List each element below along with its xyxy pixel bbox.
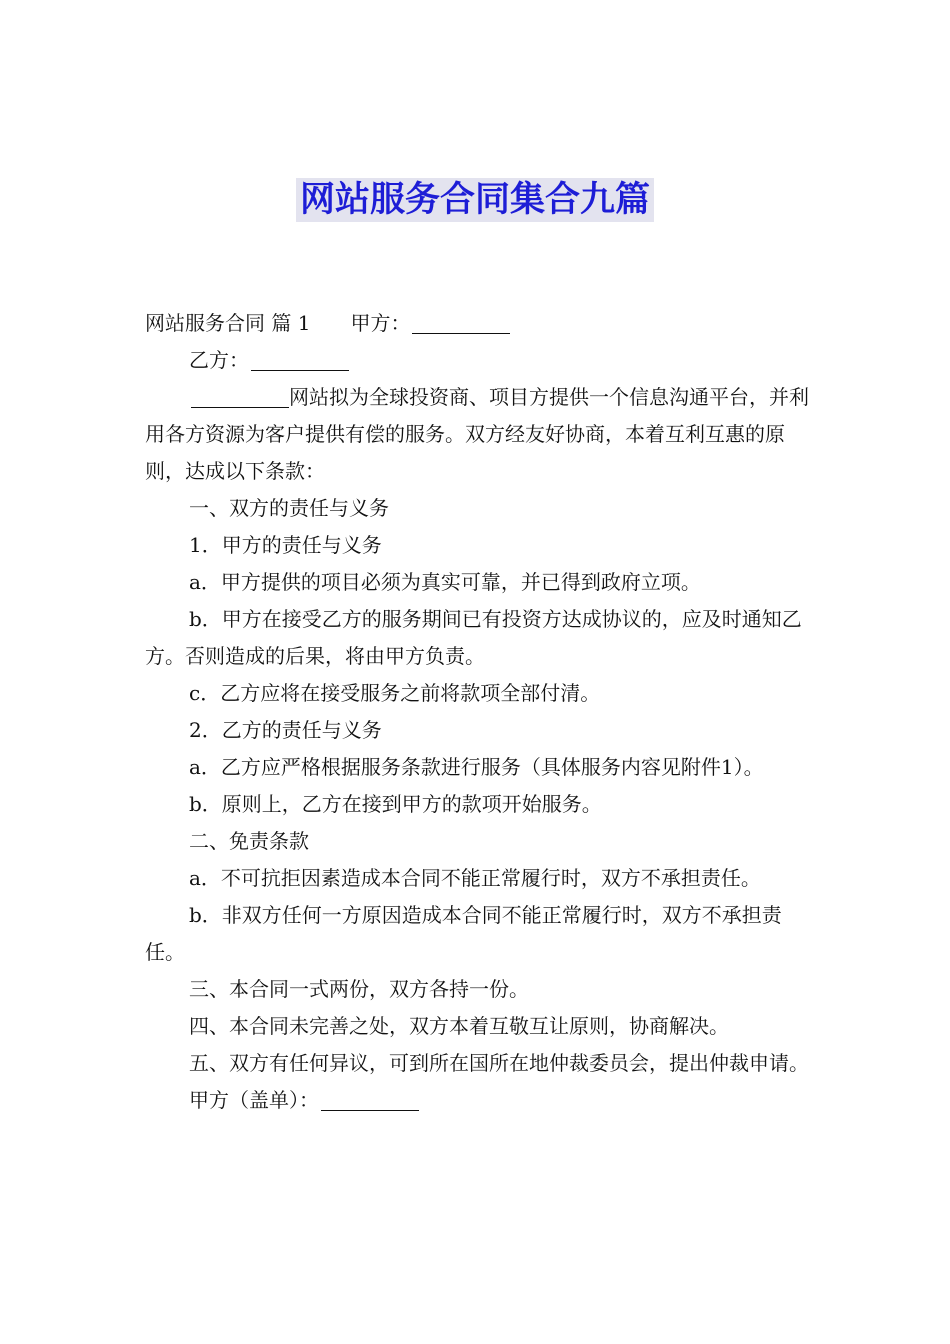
section-5: 五、双方有任何异议，可到所在国所在地仲裁委员会，提出仲裁申请。 xyxy=(189,1051,809,1075)
clause-2-heading: 2．乙方的责任与义务 xyxy=(189,718,382,742)
exemption-a: a．不可抗拒因素造成本合同不能正常履行时，双方不承担责任。 xyxy=(189,866,761,890)
document-title xyxy=(0,176,950,224)
document-body xyxy=(145,305,815,1119)
party-a-blank xyxy=(412,311,510,334)
party-a-seal-blank xyxy=(321,1088,419,1111)
party-a-seal-label: 甲方（盖单）： xyxy=(189,1088,319,1112)
title-text: 网站服务合同集合九篇 xyxy=(296,178,654,222)
party-b-blank xyxy=(251,348,349,371)
signature-line xyxy=(145,1082,815,1119)
clause-1b: b．甲方在接受乙方的服务期间已有投资方达成协议的，应及时通知乙方。否则造成的后果，将由甲方负责。 xyxy=(145,607,802,668)
section-1-heading: 一、双方的责任与义务 xyxy=(189,496,389,520)
clause-1c: c．乙方应将在接受服务之前将款项全部付清。 xyxy=(189,681,601,705)
intro-paragraph xyxy=(145,379,815,490)
clause-1-heading: 1．甲方的责任与义务 xyxy=(189,533,382,557)
exemption-b: b．非双方任何一方原因造成本合同不能正常履行时，双方不承担责任。 xyxy=(145,903,782,964)
party-b-line xyxy=(145,342,815,379)
intro-text: 网站拟为全球投资商、项目方提供一个信息沟通平台，并利用各方资源为客户提供有偿的服务。双方经友好协商，本着互利互惠的原则，达成以下条款： xyxy=(145,385,809,483)
section-3: 三、本合同一式两份，双方各持一份。 xyxy=(189,977,529,1001)
section-2-heading: 二、免责条款 xyxy=(189,829,309,853)
party-a-label: 甲方： xyxy=(350,311,411,335)
clause-2a: a．乙方应严格根据服务条款进行服务（具体服务内容见附件1）。 xyxy=(189,755,764,779)
clause-1a: a．甲方提供的项目必须为真实可靠，并已得到政府立项。 xyxy=(189,570,701,594)
contract-heading: 网站服务合同 篇 1 xyxy=(145,311,311,335)
section-4: 四、本合同未完善之处，双方本着互敬互让原则，协商解决。 xyxy=(189,1014,729,1038)
heading-line xyxy=(145,305,815,342)
party-b-label: 乙方： xyxy=(189,348,249,372)
clause-2b: b．原则上，乙方在接到甲方的款项开始服务。 xyxy=(189,792,602,816)
website-name-blank xyxy=(191,385,289,408)
